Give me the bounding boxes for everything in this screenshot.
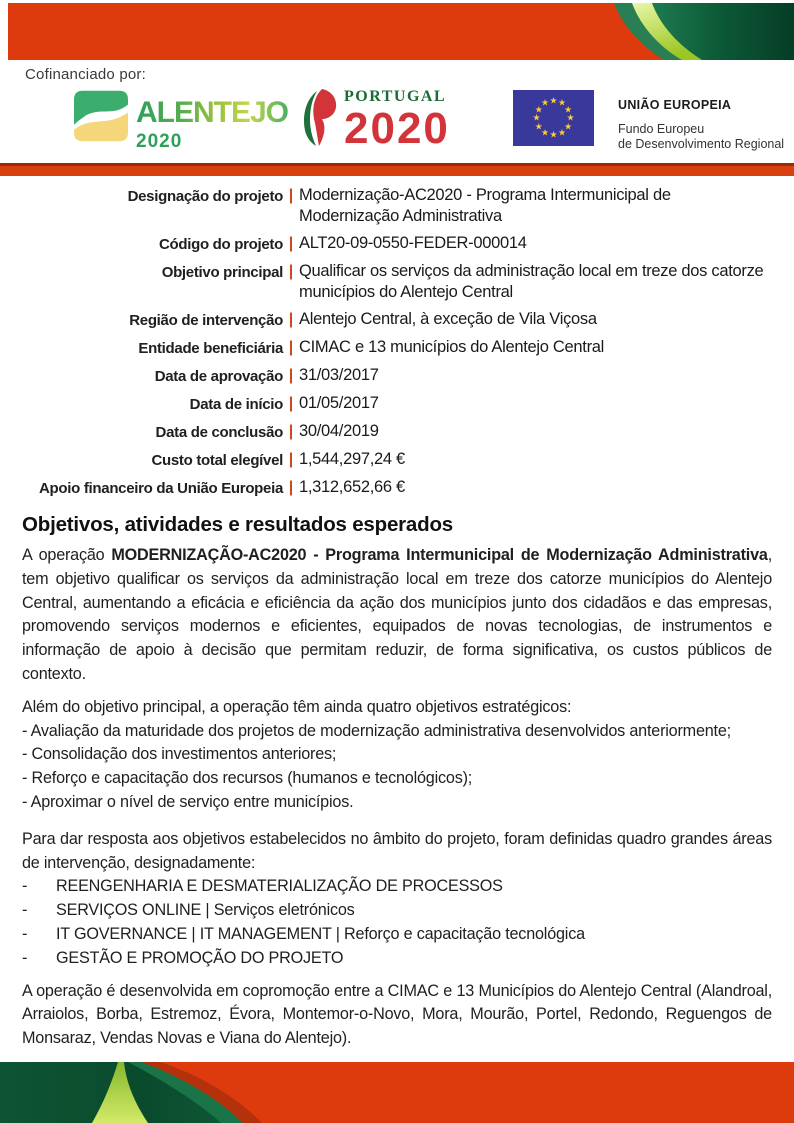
detail-value: 31/03/2017 bbox=[299, 366, 379, 384]
pipe-separator: | bbox=[288, 451, 294, 468]
eu-logo-subtitle-1: Fundo Europeu bbox=[618, 122, 705, 136]
intervention-areas-list bbox=[22, 875, 772, 970]
detail-label: Região de intervenção bbox=[129, 312, 283, 329]
alentejo-logo-icon bbox=[74, 88, 128, 144]
eu-logo bbox=[513, 90, 784, 152]
eu-logo-title: UNIÃO EUROPEIA bbox=[618, 98, 732, 112]
list-item-text: SERVIÇOS ONLINE | Serviços eletrónicos bbox=[56, 901, 355, 920]
eu-star-icon: ★ bbox=[549, 129, 558, 140]
eu-star-icon: ★ bbox=[566, 112, 575, 123]
list-bullet: - bbox=[22, 877, 28, 896]
detail-value: 1,312,652,66 € bbox=[299, 478, 405, 496]
pipe-separator: | bbox=[288, 311, 294, 328]
header-separator-bar bbox=[0, 163, 794, 176]
paragraph-operation bbox=[22, 544, 772, 687]
list-item: - Aproximar o nível de serviço entre municípios. bbox=[22, 792, 354, 811]
eu-star-icon: ★ bbox=[549, 95, 558, 106]
eu-star-icon: ★ bbox=[564, 121, 573, 131]
list-item-text: REENGENHARIA E DESMATERIALIZAÇÃO DE PROCESSOS bbox=[56, 877, 503, 896]
detail-value: Alentejo Central, à exceção de Vila Viçosa bbox=[299, 310, 597, 328]
detail-label: Apoio financeiro da União Europeia bbox=[39, 480, 283, 497]
detail-label: Data de conclusão bbox=[155, 424, 283, 441]
portugal-2020-logo bbox=[302, 89, 450, 151]
list-item-text: IT GOVERNANCE | IT MANAGEMENT | Reforço e capacitação tecnológica bbox=[56, 924, 585, 943]
list-item bbox=[22, 947, 772, 971]
bottom-band bbox=[0, 1062, 794, 1123]
eu-star-icon: ★ bbox=[564, 104, 573, 114]
detail-label: Designação do projeto bbox=[127, 188, 283, 205]
detail-label: Custo total elegível bbox=[151, 452, 283, 469]
eu-star-icon: ★ bbox=[532, 112, 541, 123]
portugal-logo-text: PORTUGAL bbox=[344, 88, 447, 105]
alentejo-logo-year: 2020 bbox=[136, 131, 183, 152]
list-bullet: - bbox=[22, 948, 28, 967]
project-details-table bbox=[22, 185, 772, 499]
detail-value: Modernização-AC2020 - Programa Intermunicipal de Modernização Administrativa bbox=[299, 186, 671, 225]
detail-value: 01/05/2017 bbox=[299, 394, 379, 412]
paragraph-copromotion: A operação é desenvolvida em copromoção entre a CIMAC e 13 Municípios do Alentejo Central (Alandroal, Arraiolos, Borba, Estremoz, Évora, Montemor-o-Novo, Mora, Mourão, Portel, Redondo, Reguengos de Monsaraz, Vendas Novas e Viana do Alentejo). bbox=[22, 981, 772, 1048]
detail-value: 1,544,297,24 € bbox=[299, 450, 405, 468]
paragraph-text: A operação bbox=[22, 546, 112, 564]
cofinanced-label: Cofinanciado por: bbox=[25, 66, 146, 83]
pipe-separator: | bbox=[288, 339, 294, 356]
eu-star-icon: ★ bbox=[557, 127, 567, 138]
list-item-text: GESTÃO E PROMOÇÃO DO PROJETO bbox=[56, 948, 344, 967]
pipe-separator: | bbox=[288, 187, 294, 204]
list-bullet: - bbox=[22, 901, 28, 920]
eu-star-icon: ★ bbox=[534, 121, 543, 131]
pipe-separator: | bbox=[288, 367, 294, 384]
pipe-separator: | bbox=[288, 235, 294, 252]
bottom-left-swoosh-decoration bbox=[0, 1062, 270, 1123]
paragraph-text: , tem objetivo qualificar os serviços da administração local em treze dos catorze municípios do Alentejo Central, aumentando a eficácia e eficiência da ação dos municípios junto dos cidadãos e das empresas, promovendo serviços modernos e eficientes, equipados de novas tecnologias, de instrumentos e informação de apoio à decisão que permitam reduzir, de forma significativa, os custos públicos de contexto. bbox=[22, 546, 772, 683]
list-item: - Avaliação da maturidade dos projetos de modernização administrativa desenvolvidos anteriormente; bbox=[22, 721, 731, 740]
portugal-flag-icon bbox=[302, 89, 338, 147]
detail-label: Entidade beneficiária bbox=[138, 340, 283, 357]
detail-label: Data de início bbox=[189, 396, 283, 413]
detail-label: Objetivo principal bbox=[161, 264, 283, 281]
detail-label: Data de aprovação bbox=[154, 368, 283, 385]
alentejo-2020-logo bbox=[74, 88, 288, 151]
document-content bbox=[22, 185, 772, 1060]
detail-label: Código do projeto bbox=[158, 236, 283, 253]
list-bullet: - bbox=[22, 924, 28, 943]
eu-logo-subtitle-2: de Desenvolvimento Regional bbox=[618, 137, 785, 151]
strategic-objectives-block bbox=[22, 696, 772, 815]
detail-value: ALT20-09-0550-FEDER-000014 bbox=[299, 234, 527, 252]
eu-star-icon: ★ bbox=[534, 104, 543, 114]
portugal-logo-year: 2020 bbox=[344, 104, 450, 153]
pipe-separator: | bbox=[288, 423, 294, 440]
alentejo-logo-text: ALENTEJO bbox=[136, 96, 289, 129]
strategic-objectives-intro: Além do objetivo principal, a operação têm ainda quatro objetivos estratégicos: bbox=[22, 697, 572, 716]
paragraph-bold-text: MODERNIZAÇÃO-AC2020 - Programa Intermunicipal de Modernização Administrativa bbox=[111, 546, 768, 564]
detail-value: 30/04/2019 bbox=[299, 422, 379, 440]
pipe-separator: | bbox=[288, 479, 294, 496]
list-item bbox=[22, 923, 772, 947]
section-heading: Objetivos, atividades e resultados esperados bbox=[22, 513, 453, 536]
top-right-swoosh-decoration bbox=[584, 3, 794, 60]
eu-star-icon: ★ bbox=[540, 97, 550, 108]
pipe-separator: | bbox=[288, 263, 294, 280]
intervention-areas-intro: Para dar resposta aos objetivos estabelecidos no âmbito do projeto, foram definidas quadro grandes áreas de intervenção, designadamente: bbox=[22, 829, 772, 872]
detail-value: CIMAC e 13 municípios do Alentejo Central bbox=[299, 338, 605, 356]
list-item bbox=[22, 875, 772, 899]
list-item bbox=[22, 899, 772, 923]
list-item: - Reforço e capacitação dos recursos (humanos e tecnológicos); bbox=[22, 769, 473, 788]
top-band bbox=[8, 3, 794, 60]
list-item: - Consolidação dos investimentos anteriores; bbox=[22, 745, 337, 764]
detail-value: Qualificar os serviços da administração local em treze dos catorze municípios do Alentejo Central bbox=[299, 262, 764, 301]
pipe-separator: | bbox=[288, 395, 294, 412]
eu-star-icon: ★ bbox=[557, 97, 567, 108]
eu-flag-icon bbox=[513, 90, 594, 146]
eu-star-icon: ★ bbox=[540, 127, 550, 138]
